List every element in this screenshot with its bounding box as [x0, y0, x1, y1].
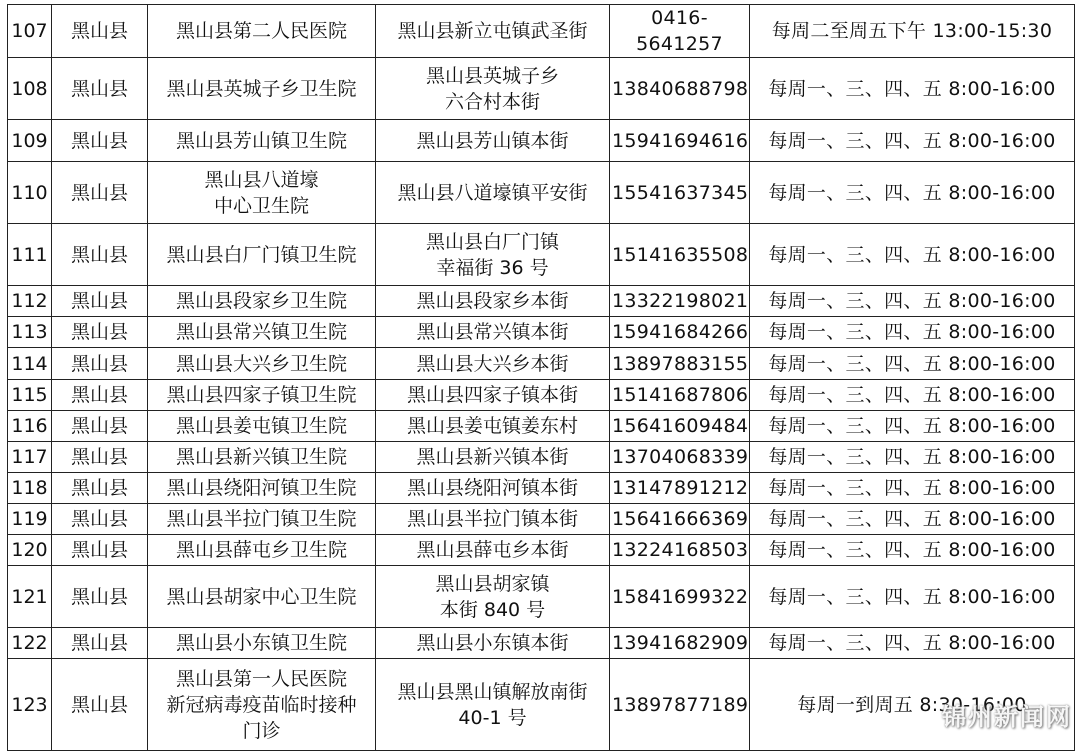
- address-cell: 黑山县八道壕镇平安街: [376, 162, 610, 224]
- hours-cell: 每周一、三、四、五 8:00-16:00: [750, 224, 1075, 286]
- table-row: [8, 224, 1075, 286]
- row-number: 117: [8, 442, 52, 473]
- table-row: [8, 504, 1075, 535]
- vaccination-sites-table: [7, 4, 1075, 751]
- phone-cell: 15641609484: [610, 411, 750, 442]
- site-name-cell: 黑山县第二人民医院: [148, 5, 376, 58]
- hours-cell: 每周一、三、四、五 8:00-16:00: [750, 380, 1075, 411]
- phone-cell: 15141635508: [610, 224, 750, 286]
- site-name-cell: 黑山县常兴镇卫生院: [148, 317, 376, 348]
- table-row: [8, 58, 1075, 120]
- table-row: [8, 566, 1075, 628]
- phone-cell: 13941682909: [610, 628, 750, 659]
- table-row: [8, 411, 1075, 442]
- address-cell: 黑山县白厂门镇 幸福街 36 号: [376, 224, 610, 286]
- county-cell: 黑山县: [52, 317, 148, 348]
- hours-cell: 每周一、三、四、五 8:00-16:00: [750, 286, 1075, 317]
- site-name-cell: 黑山县英城子乡卫生院: [148, 58, 376, 120]
- county-cell: 黑山县: [52, 380, 148, 411]
- county-cell: 黑山县: [52, 504, 148, 535]
- phone-cell: 13897883155: [610, 348, 750, 380]
- address-cell: 黑山县段家乡本街: [376, 286, 610, 317]
- row-number: 122: [8, 628, 52, 659]
- hours-cell: 每周一、三、四、五 8:00-16:00: [750, 473, 1075, 504]
- county-cell: 黑山县: [52, 411, 148, 442]
- county-cell: 黑山县: [52, 348, 148, 380]
- row-number: 115: [8, 380, 52, 411]
- row-number: 112: [8, 286, 52, 317]
- table-row: [8, 473, 1075, 504]
- table-row: [8, 286, 1075, 317]
- row-number: 108: [8, 58, 52, 120]
- address-cell: 黑山县大兴乡本街: [376, 348, 610, 380]
- address-cell: 黑山县黑山镇解放南街 40-1 号: [376, 659, 610, 751]
- row-number: 121: [8, 566, 52, 628]
- hours-cell: 每周二至周五下午 13:00-15:30: [750, 5, 1075, 58]
- phone-cell: 15841699322: [610, 566, 750, 628]
- hours-cell: 每周一、三、四、五 8:00-16:00: [750, 442, 1075, 473]
- site-name-cell: 黑山县新兴镇卫生院: [148, 442, 376, 473]
- hours-cell: 每周一、三、四、五 8:00-16:00: [750, 58, 1075, 120]
- address-cell: 黑山县绕阳河镇本街: [376, 473, 610, 504]
- hours-cell: 每周一、三、四、五 8:00-16:00: [750, 317, 1075, 348]
- hours-cell: 每周一、三、四、五 8:00-16:00: [750, 348, 1075, 380]
- address-cell: 黑山县新兴镇本街: [376, 442, 610, 473]
- address-cell: 黑山县姜屯镇姜东村: [376, 411, 610, 442]
- site-name-cell: 黑山县半拉门镇卫生院: [148, 504, 376, 535]
- table-row: [8, 442, 1075, 473]
- site-name-cell: 黑山县胡家中心卫生院: [148, 566, 376, 628]
- row-number: 114: [8, 348, 52, 380]
- phone-cell: 15641666369: [610, 504, 750, 535]
- site-name-cell: 黑山县白厂门镇卫生院: [148, 224, 376, 286]
- table-row: [8, 162, 1075, 224]
- site-name-cell: 黑山县段家乡卫生院: [148, 286, 376, 317]
- table-row: [8, 628, 1075, 659]
- hours-cell: 每周一、三、四、五 8:00-16:00: [750, 535, 1075, 566]
- county-cell: 黑山县: [52, 473, 148, 504]
- address-cell: 黑山县胡家镇 本街 840 号: [376, 566, 610, 628]
- site-name-cell: 黑山县薛屯乡卫生院: [148, 535, 376, 566]
- county-cell: 黑山县: [52, 120, 148, 162]
- address-cell: 黑山县薛屯乡本街: [376, 535, 610, 566]
- site-name-cell: 黑山县四家子镇卫生院: [148, 380, 376, 411]
- row-number: 113: [8, 317, 52, 348]
- phone-cell: 13322198021: [610, 286, 750, 317]
- phone-cell: 13224168503: [610, 535, 750, 566]
- row-number: 118: [8, 473, 52, 504]
- watermark-logo: 锦州新闻网: [942, 703, 1072, 731]
- phone-cell: 15541637345: [610, 162, 750, 224]
- table-row: [8, 535, 1075, 566]
- site-name-cell: 黑山县小东镇卫生院: [148, 628, 376, 659]
- county-cell: 黑山县: [52, 162, 148, 224]
- hours-cell: 每周一、三、四、五 8:00-16:00: [750, 628, 1075, 659]
- phone-cell: 15141687806: [610, 380, 750, 411]
- county-cell: 黑山县: [52, 535, 148, 566]
- table-row: [8, 348, 1075, 380]
- table-row: [8, 380, 1075, 411]
- row-number: 119: [8, 504, 52, 535]
- hours-cell: 每周一、三、四、五 8:00-16:00: [750, 504, 1075, 535]
- phone-cell: 13147891212: [610, 473, 750, 504]
- county-cell: 黑山县: [52, 659, 148, 751]
- county-cell: 黑山县: [52, 5, 148, 58]
- row-number: 110: [8, 162, 52, 224]
- row-number: 123: [8, 659, 52, 751]
- phone-cell: 15941684266: [610, 317, 750, 348]
- table-body: [8, 5, 1075, 751]
- hours-cell: 每周一到周五 8:30-16:00: [750, 659, 1075, 751]
- county-cell: 黑山县: [52, 58, 148, 120]
- address-cell: 黑山县半拉门镇本街: [376, 504, 610, 535]
- site-name-cell: 黑山县大兴乡卫生院: [148, 348, 376, 380]
- phone-cell: 0416-5641257: [610, 5, 750, 58]
- table-row: [8, 317, 1075, 348]
- row-number: 111: [8, 224, 52, 286]
- table-row: [8, 659, 1075, 751]
- table-row: [8, 5, 1075, 58]
- site-name-cell: 黑山县第一人民医院 新冠病毒疫苗临时接种 门诊: [148, 659, 376, 751]
- address-cell: 黑山县小东镇本街: [376, 628, 610, 659]
- table-row: [8, 120, 1075, 162]
- site-name-cell: 黑山县八道壕 中心卫生院: [148, 162, 376, 224]
- county-cell: 黑山县: [52, 224, 148, 286]
- phone-cell: 13897877189: [610, 659, 750, 751]
- hours-cell: 每周一、三、四、五 8:00-16:00: [750, 411, 1075, 442]
- row-number: 120: [8, 535, 52, 566]
- phone-cell: 13840688798: [610, 58, 750, 120]
- site-name-cell: 黑山县芳山镇卫生院: [148, 120, 376, 162]
- hours-cell: 每周一、三、四、五 8:00-16:00: [750, 162, 1075, 224]
- row-number: 109: [8, 120, 52, 162]
- hours-cell: 每周一、三、四、五 8:00-16:00: [750, 120, 1075, 162]
- row-number: 116: [8, 411, 52, 442]
- address-cell: 黑山县四家子镇本街: [376, 380, 610, 411]
- phone-cell: 13704068339: [610, 442, 750, 473]
- address-cell: 黑山县新立屯镇武圣街: [376, 5, 610, 58]
- hours-cell: 每周一、三、四、五 8:00-16:00: [750, 566, 1075, 628]
- county-cell: 黑山县: [52, 442, 148, 473]
- row-number: 107: [8, 5, 52, 58]
- address-cell: 黑山县英城子乡 六合村本街: [376, 58, 610, 120]
- site-name-cell: 黑山县姜屯镇卫生院: [148, 411, 376, 442]
- county-cell: 黑山县: [52, 286, 148, 317]
- phone-cell: 15941694616: [610, 120, 750, 162]
- address-cell: 黑山县常兴镇本街: [376, 317, 610, 348]
- county-cell: 黑山县: [52, 566, 148, 628]
- site-name-cell: 黑山县绕阳河镇卫生院: [148, 473, 376, 504]
- county-cell: 黑山县: [52, 628, 148, 659]
- address-cell: 黑山县芳山镇本街: [376, 120, 610, 162]
